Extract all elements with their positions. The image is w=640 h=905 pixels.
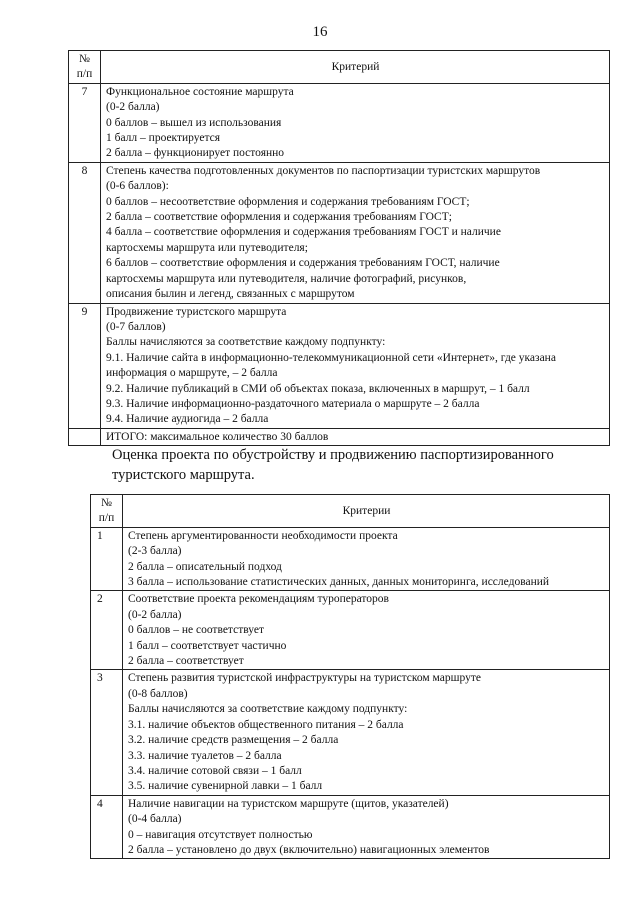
page-number: 16 [312,24,328,40]
criterion-line: 3.2. наличие средств размещения – 2 балла [128,734,339,747]
criterion-line: 6 баллов – соответствие оформления и содержания требованиям ГОСТ, наличие [106,257,500,270]
row-number: 1 [91,527,123,591]
criterion-line: 9.3. Наличие информационно-раздаточного материала о маршруте – 2 балла [106,397,480,410]
criterion-line: 2 балла – соответствие оформления и содержания требованиям ГОСТ; [106,211,452,224]
criterion-line: (0-4 балла) [128,813,182,826]
criterion-line: 1 балл – проектируется [106,132,221,145]
criterion-line: (0-6 баллов): [106,180,169,193]
header-criterion-cell: Критерий [101,51,610,84]
header-num-cell [69,51,101,84]
criterion-line: 2 балла – функционирует постоянно [106,147,285,160]
criterion-line: 0 баллов – несоответствие оформления и содержания требованиям ГОСТ; [106,195,470,208]
criterion-line: (0-7 баллов) [106,320,166,333]
criterion-line: Функциональное состояние маршрута [106,85,294,98]
row-criterion [101,162,610,303]
row-criterion [123,670,610,795]
row-criterion [123,527,610,591]
header-num-sub-label: п/п [98,512,115,525]
table-row [91,527,610,591]
row-number: 7 [69,83,101,162]
criterion-line: Степень качества подготовленных документов по паспортизации туристских маршрутов [106,164,541,177]
criterion-line: картосхемы маршрута или путеводителя, наличие фотографий, рисунков, [106,272,467,285]
criterion-line: 9.1. Наличие сайта в информационно-телекоммуникационной сети «Интернет», где указана [106,351,556,364]
criterion-line: Продвижение туристского маршрута [106,305,287,318]
criterion-line: 3 балла – использование статистических данных, данных мониторинга, исследований [128,576,550,589]
table-header-row [69,51,610,84]
criterion-line: (0-2 балла) [128,608,182,621]
criterion-line: информация о маршруте, – 2 балла [106,367,278,380]
header-num-cell [91,495,123,528]
criterion-line: 0 баллов – вышел из использования [106,116,282,129]
criterion-line: Наличие навигации на туристском маршруте (щитов, указателей) [128,797,449,810]
table-header-row [91,495,610,528]
table-row [69,303,610,428]
criterion-line: 3.4. наличие сотовой связи – 1 балл [128,764,302,777]
row-number: 8 [69,162,101,303]
row-number: 9 [69,303,101,428]
table-total-row [69,428,610,445]
criterion-line: картосхемы маршрута или путеводителя; [106,241,308,254]
criterion-line: Баллы начисляются за соответствие каждому подпункту: [128,703,408,716]
table-row [69,83,610,162]
header-num-label: № [79,53,90,65]
criterion-line: 0 – навигация отсутствует полностью [128,828,313,841]
criterion-line: 9.4. Наличие аудиогида – 2 балла [106,413,269,426]
table-row [91,591,610,670]
criterion-line: описания былин и легенд, связанных с маршрутом [106,288,355,301]
criterion-line: 4 балла – соответствие оформления и содержания требованиям ГОСТ и наличие [106,226,501,239]
total-text: ИТОГО: максимальное количество 30 баллов [101,428,610,445]
criterion-line: (0-2 балла) [106,101,160,114]
row-criterion [123,795,610,859]
criterion-line: 0 баллов – не соответствует [128,624,264,637]
row-number: 4 [91,795,123,859]
criterion-line: (0-8 баллов) [128,687,188,700]
criterion-line: 2 балла – соответствует [128,655,244,668]
table-row [91,670,610,795]
criterion-line: Соответствие проекта рекомендациям туроператоров [128,593,389,606]
section-heading: Оценка проекта по обустройству и продвижению паспортизированного туристского маршрута. [112,447,554,483]
row-criterion [101,303,610,428]
criterion-line: 3.3. наличие туалетов – 2 балла [128,749,282,762]
header-num-label: № [101,497,112,509]
criterion-line: 3.5. наличие сувенирной лавки – 1 балл [128,780,323,793]
criterion-line: 2 балла – описательный подход [128,560,282,573]
criterion-line: Баллы начисляются за соответствие каждому подпункту: [106,336,386,349]
table-row [91,795,610,859]
row-number: 2 [91,591,123,670]
row-number: 3 [91,670,123,795]
criterion-line: 3.1. наличие объектов общественного питания – 2 балла [128,718,404,731]
criterion-line: Степень развития туристской инфраструктуры на туристском маршруте [128,672,481,685]
criterion-line: 1 балл – соответствует частично [128,639,287,652]
criterion-line: (2-3 балла) [128,545,182,558]
criterion-line: 2 балла – установлено до двух (включительно) навигационных элементов [128,843,490,856]
row-criterion [101,83,610,162]
header-criterion-cell: Критерии [123,495,610,528]
table-row [69,162,610,303]
total-num-cell [69,428,101,445]
criteria-table-2 [90,494,610,859]
header-num-sub-label: п/п [76,68,93,81]
criterion-line: 9.2. Наличие публикаций в СМИ об объектах показа, включенных в маршрут, – 1 балл [106,382,530,395]
criterion-line: Степень аргументированности необходимости проекта [128,529,398,542]
criteria-table-1 [68,50,610,446]
row-criterion [123,591,610,670]
